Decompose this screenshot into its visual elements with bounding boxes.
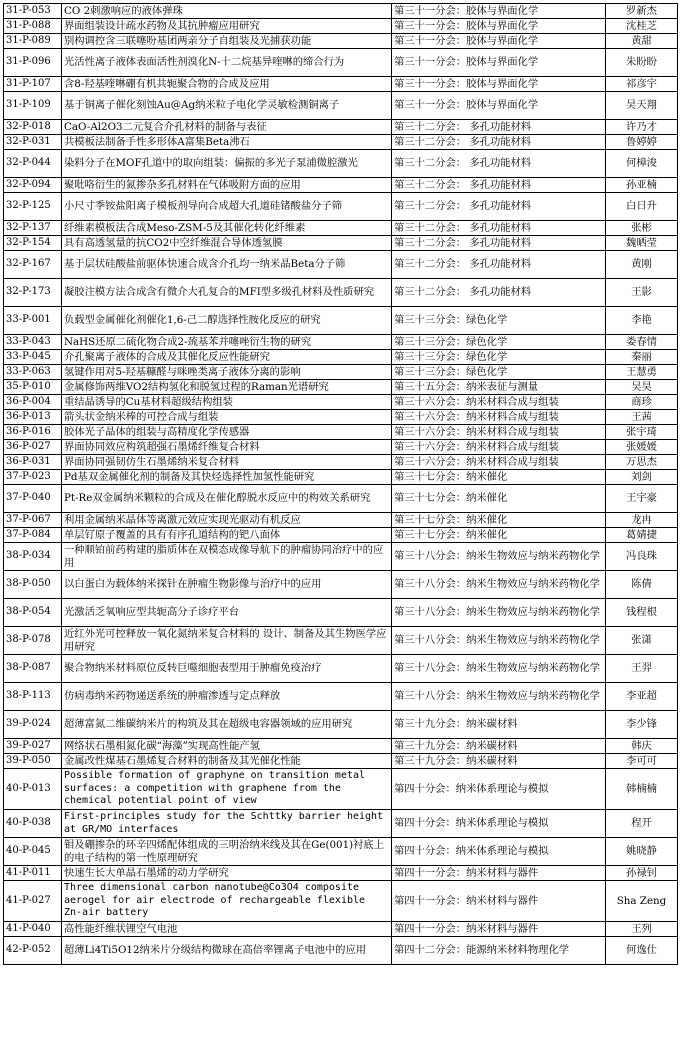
row-title: 含8-羟基喹啉硼有机共轭聚合物的合成及应用	[62, 77, 392, 92]
row-session: 第三十九分会：纳米碳材料	[392, 711, 606, 739]
row-title: 超薄Li4Ti5O12纳米片分级结构微球在高倍率锂离子电池中的应用	[62, 937, 392, 965]
row-id: 35-P-010	[4, 380, 62, 395]
row-session: 第四十分会：纳米体系理论与模拟	[392, 838, 606, 866]
row-session: 第三十八分会：纳米生物效应与纳米药物化学	[392, 571, 606, 599]
row-title: 具有高透氢量的抗CO2中空纤维混合导体透氢膜	[62, 236, 392, 251]
row-session: 第三十七分会：纳米催化	[392, 513, 606, 528]
row-title: 胶体光子晶体的组装与高精度化学传感器	[62, 425, 392, 440]
row-session: 第三十二分会： 多孔功能材料	[392, 236, 606, 251]
row-author: 王影	[606, 279, 678, 307]
row-author: 魏晒莹	[606, 236, 678, 251]
row-session: 第三十一分会：胶体与界面化学	[392, 92, 606, 120]
table-row	[4, 754, 678, 769]
row-id: 40-P-045	[4, 838, 62, 866]
row-id: 41-P-011	[4, 866, 62, 881]
row-session: 第三十二分会： 多孔功能材料	[392, 178, 606, 193]
row-id: 38-P-054	[4, 599, 62, 627]
row-author: 钱程根	[606, 599, 678, 627]
row-author: 朱盼盼	[606, 49, 678, 77]
row-title: 快速生长大单晶石墨烯的动力学研究	[62, 866, 392, 881]
table-row	[4, 838, 678, 866]
row-session: 第三十九分会：纳米碳材料	[392, 739, 606, 754]
row-id: 39-P-027	[4, 739, 62, 754]
row-author: 王宇豪	[606, 485, 678, 513]
table-row	[4, 922, 678, 937]
row-author: 孙亚楠	[606, 178, 678, 193]
table-row	[4, 683, 678, 711]
table-row	[4, 380, 678, 395]
row-id: 36-P-013	[4, 410, 62, 425]
row-title: 小尺寸季铵盐阳离子模板剂导向合成超大孔道硅锗酸盐分子筛	[62, 193, 392, 221]
row-id: 32-P-167	[4, 251, 62, 279]
row-id: 39-P-024	[4, 711, 62, 739]
row-session: 第三十三分会：绿色化学	[392, 365, 606, 380]
table-row	[4, 866, 678, 881]
row-session: 第三十八分会：纳米生物效应与纳米药物化学	[392, 543, 606, 571]
row-id: 42-P-052	[4, 937, 62, 965]
row-session: 第三十八分会：纳米生物效应与纳米药物化学	[392, 683, 606, 711]
row-session: 第三十一分会：胶体与界面化学	[392, 4, 606, 19]
table-row	[4, 599, 678, 627]
abstract-table	[3, 3, 678, 965]
row-author: 韩楠楠	[606, 769, 678, 810]
row-title: 介孔聚离子液体的合成及其催化反应性能研究	[62, 350, 392, 365]
row-id: 38-P-087	[4, 655, 62, 683]
row-id: 38-P-050	[4, 571, 62, 599]
row-session: 第四十二分会：能源纳米材料物理化学	[392, 937, 606, 965]
row-author: 冯良珠	[606, 543, 678, 571]
row-author: 姚晓静	[606, 838, 678, 866]
row-author: 何樟浚	[606, 150, 678, 178]
row-id: 40-P-013	[4, 769, 62, 810]
row-title: CO 2刺激响应的液体弹珠	[62, 4, 392, 19]
row-author: 龙冉	[606, 513, 678, 528]
row-title: 染料分子在MOF孔道中的取向组装：偏振的多光子泵浦微腔激光	[62, 150, 392, 178]
table-row	[4, 627, 678, 655]
row-session: 第三十二分会： 多孔功能材料	[392, 221, 606, 236]
row-session: 第三十二分会： 多孔功能材料	[392, 150, 606, 178]
table-row	[4, 455, 678, 470]
row-author: 黄刚	[606, 251, 678, 279]
row-title: 利用金属纳米晶体等离激元效应实现光驱动有机反应	[62, 513, 392, 528]
table-row	[4, 571, 678, 599]
row-author: 吴昊	[606, 380, 678, 395]
row-session: 第三十八分会：纳米生物效应与纳米药物化学	[392, 627, 606, 655]
row-title: 单层钌原子覆盖的具有有序孔道结构的钯八面体	[62, 528, 392, 543]
row-session: 第三十六分会：纳米材料合成与组装	[392, 440, 606, 455]
row-title: 聚吡咯衍生的氮掺杂多孔材料在气体吸附方面的应用	[62, 178, 392, 193]
table-row	[4, 307, 678, 335]
row-author: 黄甜	[606, 34, 678, 49]
table-row	[4, 49, 678, 77]
table-row	[4, 711, 678, 739]
row-author: 何逸仕	[606, 937, 678, 965]
row-session: 第三十二分会： 多孔功能材料	[392, 251, 606, 279]
table-row	[4, 810, 678, 838]
row-author: 万思杰	[606, 455, 678, 470]
table-row	[4, 655, 678, 683]
table-row	[4, 335, 678, 350]
table-row	[4, 236, 678, 251]
row-author: 李艳	[606, 307, 678, 335]
row-session: 第三十三分会：绿色化学	[392, 335, 606, 350]
row-title: Pt-Re双金属纳米颗粒的合成及在催化醇脱水反应中的构效关系研究	[62, 485, 392, 513]
table-row	[4, 937, 678, 965]
row-session: 第四十一分会：纳米材料与器件	[392, 922, 606, 937]
row-title: 近红外光可控释放一氧化氮纳米复合材料的 设计、制备及其生物医学应用研究	[62, 627, 392, 655]
row-title: 聚合物纳米材料原位反转巨噬细胞表型用于肿瘤免疫治疗	[62, 655, 392, 683]
table-row	[4, 395, 678, 410]
row-id: 37-P-067	[4, 513, 62, 528]
row-session: 第三十二分会： 多孔功能材料	[392, 120, 606, 135]
row-title: CaO-Al2O3二元复合介孔材料的制备与表征	[62, 120, 392, 135]
row-id: 41-P-027	[4, 881, 62, 922]
table-row	[4, 34, 678, 49]
row-author: 王羿	[606, 655, 678, 683]
table-row	[4, 528, 678, 543]
row-author: 程开	[606, 810, 678, 838]
row-id: 31-P-053	[4, 4, 62, 19]
row-id: 32-P-044	[4, 150, 62, 178]
row-author: 陈倩	[606, 571, 678, 599]
table-row	[4, 543, 678, 571]
row-title: 重结晶诱导的Cu基材料超级结构组装	[62, 395, 392, 410]
row-title: 基于层状硅酸盐前驱体快速合成含介孔均一纳米晶Beta分子筛	[62, 251, 392, 279]
row-session: 第四十分会：纳米体系理论与模拟	[392, 769, 606, 810]
row-title: 仿病毒纳米药物递送系统的肿瘤渗透与定点释放	[62, 683, 392, 711]
table-row	[4, 279, 678, 307]
row-id: 38-P-078	[4, 627, 62, 655]
row-title: 光活性离子液体表面活性剂溴化N-十二烷基异喹啉的缔合行为	[62, 49, 392, 77]
row-session: 第三十五分会：纳米表征与测量	[392, 380, 606, 395]
row-session: 第三十一分会：胶体与界面化学	[392, 49, 606, 77]
row-session: 第三十七分会：纳米催化	[392, 470, 606, 485]
row-title: 高性能纤维状锂空气电池	[62, 922, 392, 937]
row-author: 娄春情	[606, 335, 678, 350]
table-row	[4, 251, 678, 279]
table-row	[4, 135, 678, 150]
row-title: 负载型金属催化剂催化1,6-己二醇选择性胺化反应的研究	[62, 307, 392, 335]
table-row	[4, 425, 678, 440]
row-title: 金属改性煤基石墨烯复合材料的制备及其光催化性能	[62, 754, 392, 769]
row-id: 32-P-018	[4, 120, 62, 135]
row-title: 界面协同效应构筑超强石墨烯纤维复合材料	[62, 440, 392, 455]
row-title: First-principles study for the Schttky barrier height at GR/MO interfaces	[62, 810, 392, 838]
row-author: 秦丽	[606, 350, 678, 365]
table-row	[4, 769, 678, 810]
row-session: 第四十分会：纳米体系理论与模拟	[392, 810, 606, 838]
row-author: 韩庆	[606, 739, 678, 754]
table-row	[4, 178, 678, 193]
table-row	[4, 120, 678, 135]
row-id: 41-P-040	[4, 922, 62, 937]
row-title: 以白蛋白为载体纳米探针在肿瘤生物影像与治疗中的应用	[62, 571, 392, 599]
table-body	[4, 4, 678, 965]
table-row	[4, 221, 678, 236]
row-id: 32-P-094	[4, 178, 62, 193]
row-session: 第三十三分会：绿色化学	[392, 350, 606, 365]
row-title: 纤维素模板法合成Meso-ZSM-5及其催化转化纤维素	[62, 221, 392, 236]
row-session: 第三十六分会：纳米材料合成与组装	[392, 410, 606, 425]
table-row	[4, 485, 678, 513]
row-id: 31-P-107	[4, 77, 62, 92]
row-author: 李亚超	[606, 683, 678, 711]
row-author: 祁彦宇	[606, 77, 678, 92]
row-id: 36-P-031	[4, 455, 62, 470]
row-author: 张宇琦	[606, 425, 678, 440]
table-row	[4, 739, 678, 754]
table-row	[4, 92, 678, 120]
row-title: 箭头状金纳米棒的可控合成与组装	[62, 410, 392, 425]
table-row	[4, 365, 678, 380]
row-session: 第三十六分会：纳米材料合成与组装	[392, 455, 606, 470]
table-row	[4, 513, 678, 528]
row-author: 鲁婷婷	[606, 135, 678, 150]
table-row	[4, 4, 678, 19]
row-title: 共模板法制备手性多形体A富集Beta沸石	[62, 135, 392, 150]
row-id: 37-P-023	[4, 470, 62, 485]
row-id: 36-P-016	[4, 425, 62, 440]
row-session: 第三十二分会： 多孔功能材料	[392, 135, 606, 150]
row-author: 张潇	[606, 627, 678, 655]
row-id: 31-P-109	[4, 92, 62, 120]
row-id: 38-P-034	[4, 543, 62, 571]
row-title: 一种顺铂前药构建的脂质体在双模态成像导航下的肿瘤协同治疗中的应用	[62, 543, 392, 571]
table-row	[4, 470, 678, 485]
row-id: 39-P-050	[4, 754, 62, 769]
row-session: 第三十九分会：纳米碳材料	[392, 754, 606, 769]
row-title: Possible formation of graphyne on transition metal surfaces: a competition with graphene from the chemical potential point of view	[62, 769, 392, 810]
row-id: 33-P-043	[4, 335, 62, 350]
row-author: 许乃才	[606, 120, 678, 135]
row-id: 32-P-137	[4, 221, 62, 236]
row-author: 孙禄钊	[606, 866, 678, 881]
row-title: 金属修饰两维VO2结构氢化和脱氢过程的Raman光谱研究	[62, 380, 392, 395]
row-session: 第三十七分会：纳米催化	[392, 528, 606, 543]
row-id: 31-P-096	[4, 49, 62, 77]
row-title: 超薄富氮二维碳纳米片的构筑及其在超级电容器领域的应用研究	[62, 711, 392, 739]
row-title: 光激活乏氧响应型共轭高分子诊疗平台	[62, 599, 392, 627]
row-id: 36-P-004	[4, 395, 62, 410]
row-session: 第三十八分会：纳米生物效应与纳米药物化学	[392, 655, 606, 683]
row-session: 第三十二分会： 多孔功能材料	[392, 279, 606, 307]
table-row	[4, 350, 678, 365]
table-row	[4, 77, 678, 92]
row-title: 界面组装设计疏水药物及其抗肿瘤应用研究	[62, 19, 392, 34]
row-author: 吴天翔	[606, 92, 678, 120]
row-session: 第三十七分会：纳米催化	[392, 485, 606, 513]
row-author: 沈桂芝	[606, 19, 678, 34]
row-session: 第三十二分会： 多孔功能材料	[392, 193, 606, 221]
row-author: 王茜	[606, 410, 678, 425]
row-id: 37-P-040	[4, 485, 62, 513]
row-id: 36-P-027	[4, 440, 62, 455]
row-author: 张彬	[606, 221, 678, 236]
row-title: 基于铜离子催化刻蚀Au@Ag纳米粒子电化学灵敏检测铜离子	[62, 92, 392, 120]
table-row	[4, 410, 678, 425]
table-row	[4, 881, 678, 922]
row-title: 氢键作用对5-羟基糠醛与咪唑类离子液体分离的影响	[62, 365, 392, 380]
row-id: 32-P-125	[4, 193, 62, 221]
row-title: NaHS还原二硫化物合成2-巯基苯并噻唑衍生物的研究	[62, 335, 392, 350]
table-row	[4, 19, 678, 34]
row-session: 第三十三分会：绿色化学	[392, 307, 606, 335]
table-row	[4, 440, 678, 455]
row-session: 第四十一分会：纳米材料与器件	[392, 881, 606, 922]
row-id: 32-P-154	[4, 236, 62, 251]
row-session: 第四十一分会：纳米材料与器件	[392, 866, 606, 881]
row-id: 33-P-045	[4, 350, 62, 365]
row-session: 第三十一分会：胶体与界面化学	[392, 19, 606, 34]
row-author: 王慧勇	[606, 365, 678, 380]
row-id: 37-P-084	[4, 528, 62, 543]
row-session: 第三十六分会：纳米材料合成与组装	[392, 425, 606, 440]
row-author: 罗新杰	[606, 4, 678, 19]
table-row	[4, 193, 678, 221]
row-id: 31-P-088	[4, 19, 62, 34]
row-id: 33-P-063	[4, 365, 62, 380]
row-id: 31-P-089	[4, 34, 62, 49]
row-title: Three dimensional carbon nanotube@Co3O4 composite aerogel for air electrode of rechargeable flexible Zn-air battery	[62, 881, 392, 922]
row-title: 别构调控含三联噻吩基团两亲分子自组装及光捕获功能	[62, 34, 392, 49]
row-author: 刘剑	[606, 470, 678, 485]
row-author: 商珍	[606, 395, 678, 410]
row-id: 38-P-113	[4, 683, 62, 711]
row-author: Sha Zeng	[606, 881, 678, 922]
row-title: 界面协同强韧仿生石墨烯纳米复合材料	[62, 455, 392, 470]
row-session: 第三十六分会：纳米材料合成与组装	[392, 395, 606, 410]
row-session: 第三十一分会：胶体与界面化学	[392, 34, 606, 49]
row-author: 白日升	[606, 193, 678, 221]
row-id: 32-P-031	[4, 135, 62, 150]
row-author: 葛婧捷	[606, 528, 678, 543]
row-author: 李可可	[606, 754, 678, 769]
row-author: 王列	[606, 922, 678, 937]
row-id: 33-P-001	[4, 307, 62, 335]
row-title: Pd基双金属催化剂的制备及其快烃选择性加氢性能研究	[62, 470, 392, 485]
row-author: 张媛媛	[606, 440, 678, 455]
row-title: 钼及硼掺杂的环辛四烯配体组成的三明治纳米线及其在Ge(001)衬底上的电子结构的第一性原理研究	[62, 838, 392, 866]
row-session: 第三十八分会：纳米生物效应与纳米药物化学	[392, 599, 606, 627]
row-title: 凝胶注模方法合成含有微介大孔复合的MFI型多级孔材料及性质研究	[62, 279, 392, 307]
row-title: 网络状石墨相氮化碳“海藻”实现高性能产氢	[62, 739, 392, 754]
row-session: 第三十一分会：胶体与界面化学	[392, 77, 606, 92]
row-id: 32-P-173	[4, 279, 62, 307]
row-id: 40-P-038	[4, 810, 62, 838]
row-author: 李少锋	[606, 711, 678, 739]
table-row	[4, 150, 678, 178]
